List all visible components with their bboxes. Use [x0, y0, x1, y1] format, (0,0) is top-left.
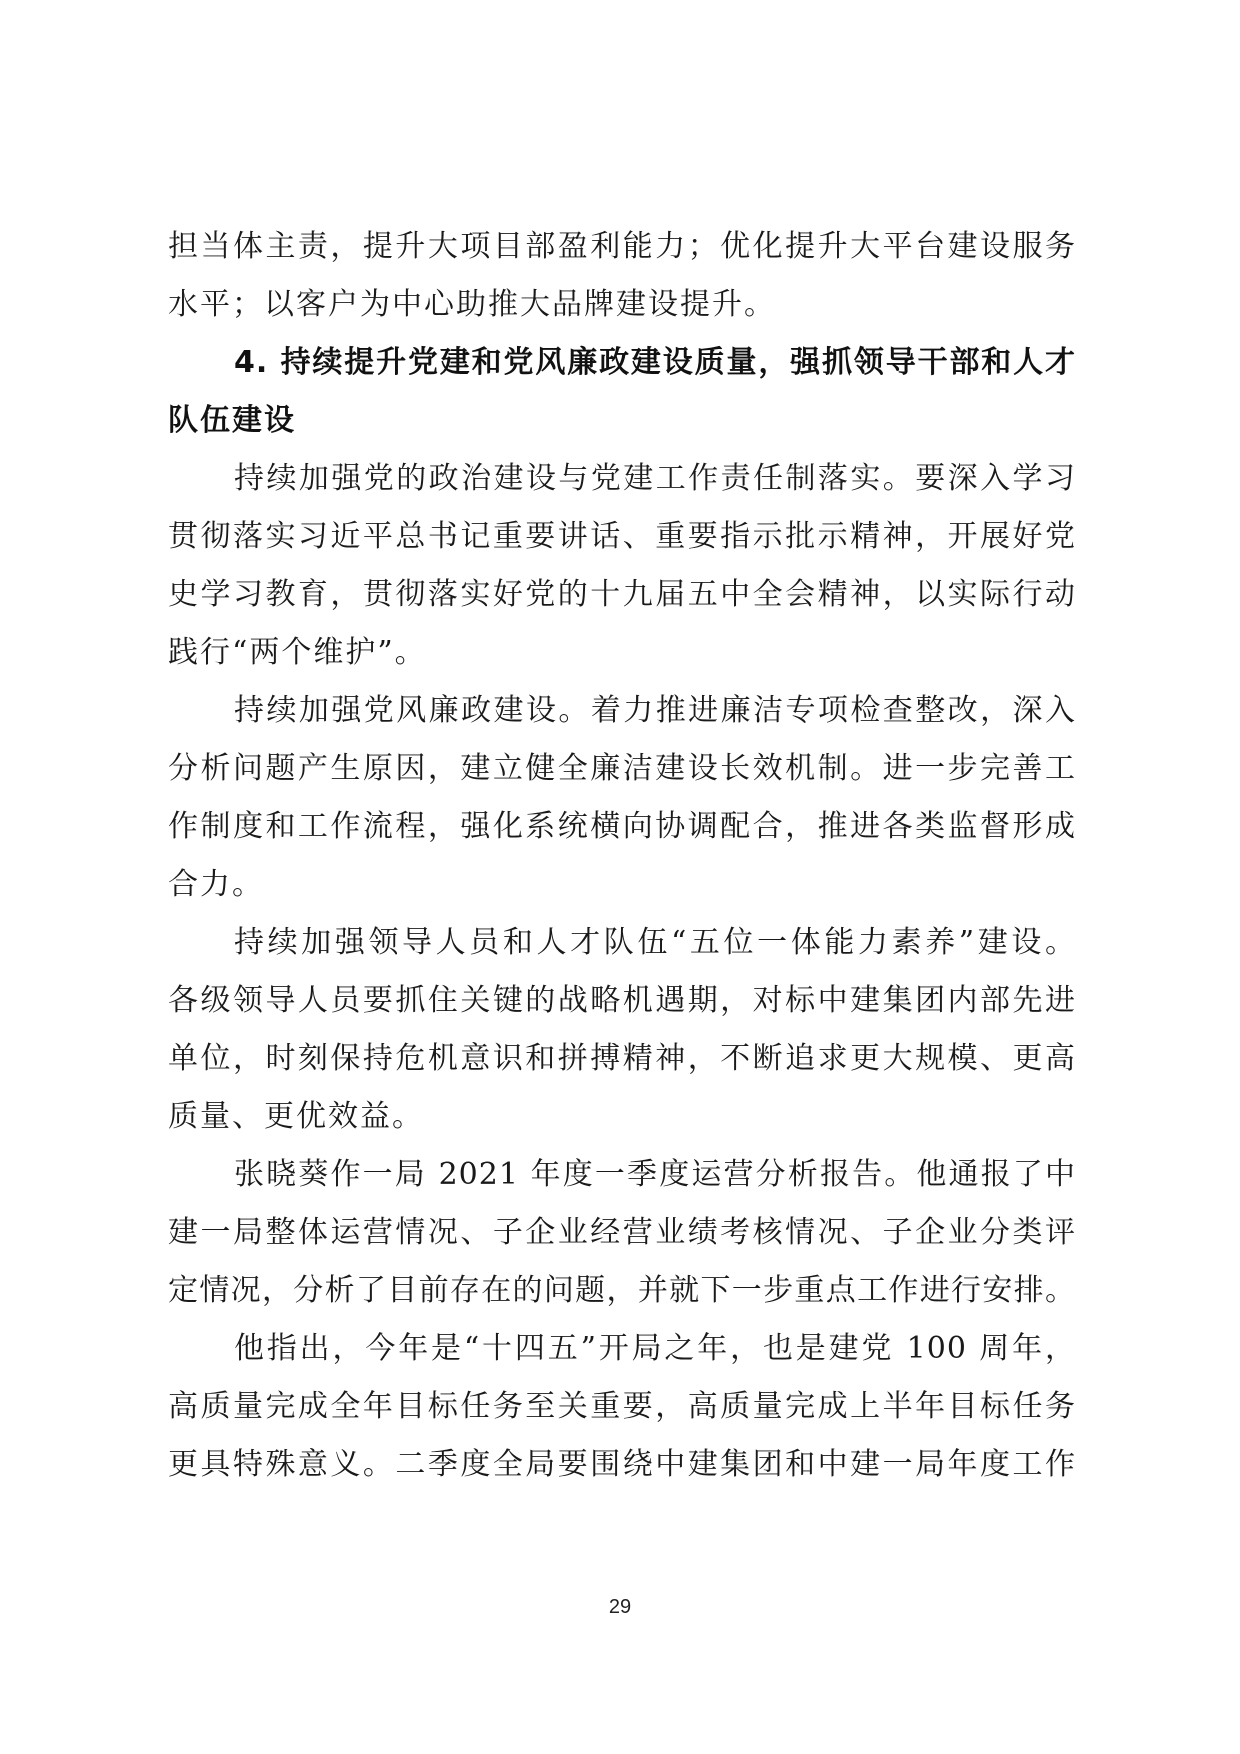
- document-body: [168, 218, 1076, 1494]
- heading-line: 4. 持续提升党建和党风廉政建设质量，强抓领导干部和人才: [234, 345, 1076, 380]
- text-line: 更具特殊意义。二季度全局要围绕中建集团和中建一局年度工作: [168, 1447, 1076, 1482]
- paragraph-leadership: [168, 914, 1076, 1146]
- text-line: 合力。: [168, 867, 264, 902]
- paragraph-quarter-goals: [168, 1320, 1076, 1494]
- text-line: 各级领导人员要抓住关键的战略机遇期，对标中建集团内部先进: [168, 983, 1076, 1018]
- text-line: 定情况，分析了目前存在的问题，并就下一步重点工作进行安排。: [168, 1273, 1076, 1308]
- text-line: 张晓葵作一局 2021 年度一季度运营分析报告。他通报了中: [234, 1157, 1076, 1192]
- text-line: 担当体主责，提升大项目部盈利能力；优化提升大平台建设服务: [168, 229, 1076, 264]
- text-line: 持续加强党的政治建设与党建工作责任制落实。要深入学习: [234, 461, 1076, 496]
- text-line: 质量、更优效益。: [168, 1099, 424, 1134]
- paragraph-integrity: [168, 682, 1076, 914]
- text-line: 他指出，今年是“十四五”开局之年，也是建党 100 周年，: [234, 1331, 1076, 1366]
- text-line: 贯彻落实习近平总书记重要讲话、重要指示批示精神，开展好党: [168, 519, 1076, 554]
- text-line: 持续加强党风廉政建设。着力推进廉洁专项检查整改，深入: [234, 693, 1076, 728]
- text-line: 持续加强领导人员和人才队伍“五位一体能力素养”建设。: [234, 925, 1076, 960]
- text-line: 单位，时刻保持危机意识和拼搏精神，不断追求更大规模、更高: [168, 1041, 1076, 1076]
- section-heading: [168, 334, 1076, 450]
- text-line: 高质量完成全年目标任务至关重要，高质量完成上半年目标任务: [168, 1389, 1076, 1424]
- paragraph-continuation: [168, 218, 1076, 334]
- text-line: 践行“两个维护”。: [168, 635, 427, 670]
- page-number: 29: [608, 1596, 632, 1618]
- text-line: 史学习教育，贯彻落实好党的十九届五中全会精神，以实际行动: [168, 577, 1076, 612]
- paragraph-party-building: [168, 450, 1076, 682]
- text-line: 作制度和工作流程，强化系统横向协调配合，推进各类监督形成: [168, 809, 1076, 844]
- paragraph-operations-report: [168, 1146, 1076, 1320]
- text-line: 水平；以客户为中心助推大品牌建设提升。: [168, 287, 776, 322]
- heading-line: 队伍建设: [168, 403, 296, 438]
- text-line: 分析问题产生原因，建立健全廉洁建设长效机制。进一步完善工: [168, 751, 1076, 786]
- text-line: 建一局整体运营情况、子企业经营业绩考核情况、子企业分类评: [168, 1215, 1076, 1250]
